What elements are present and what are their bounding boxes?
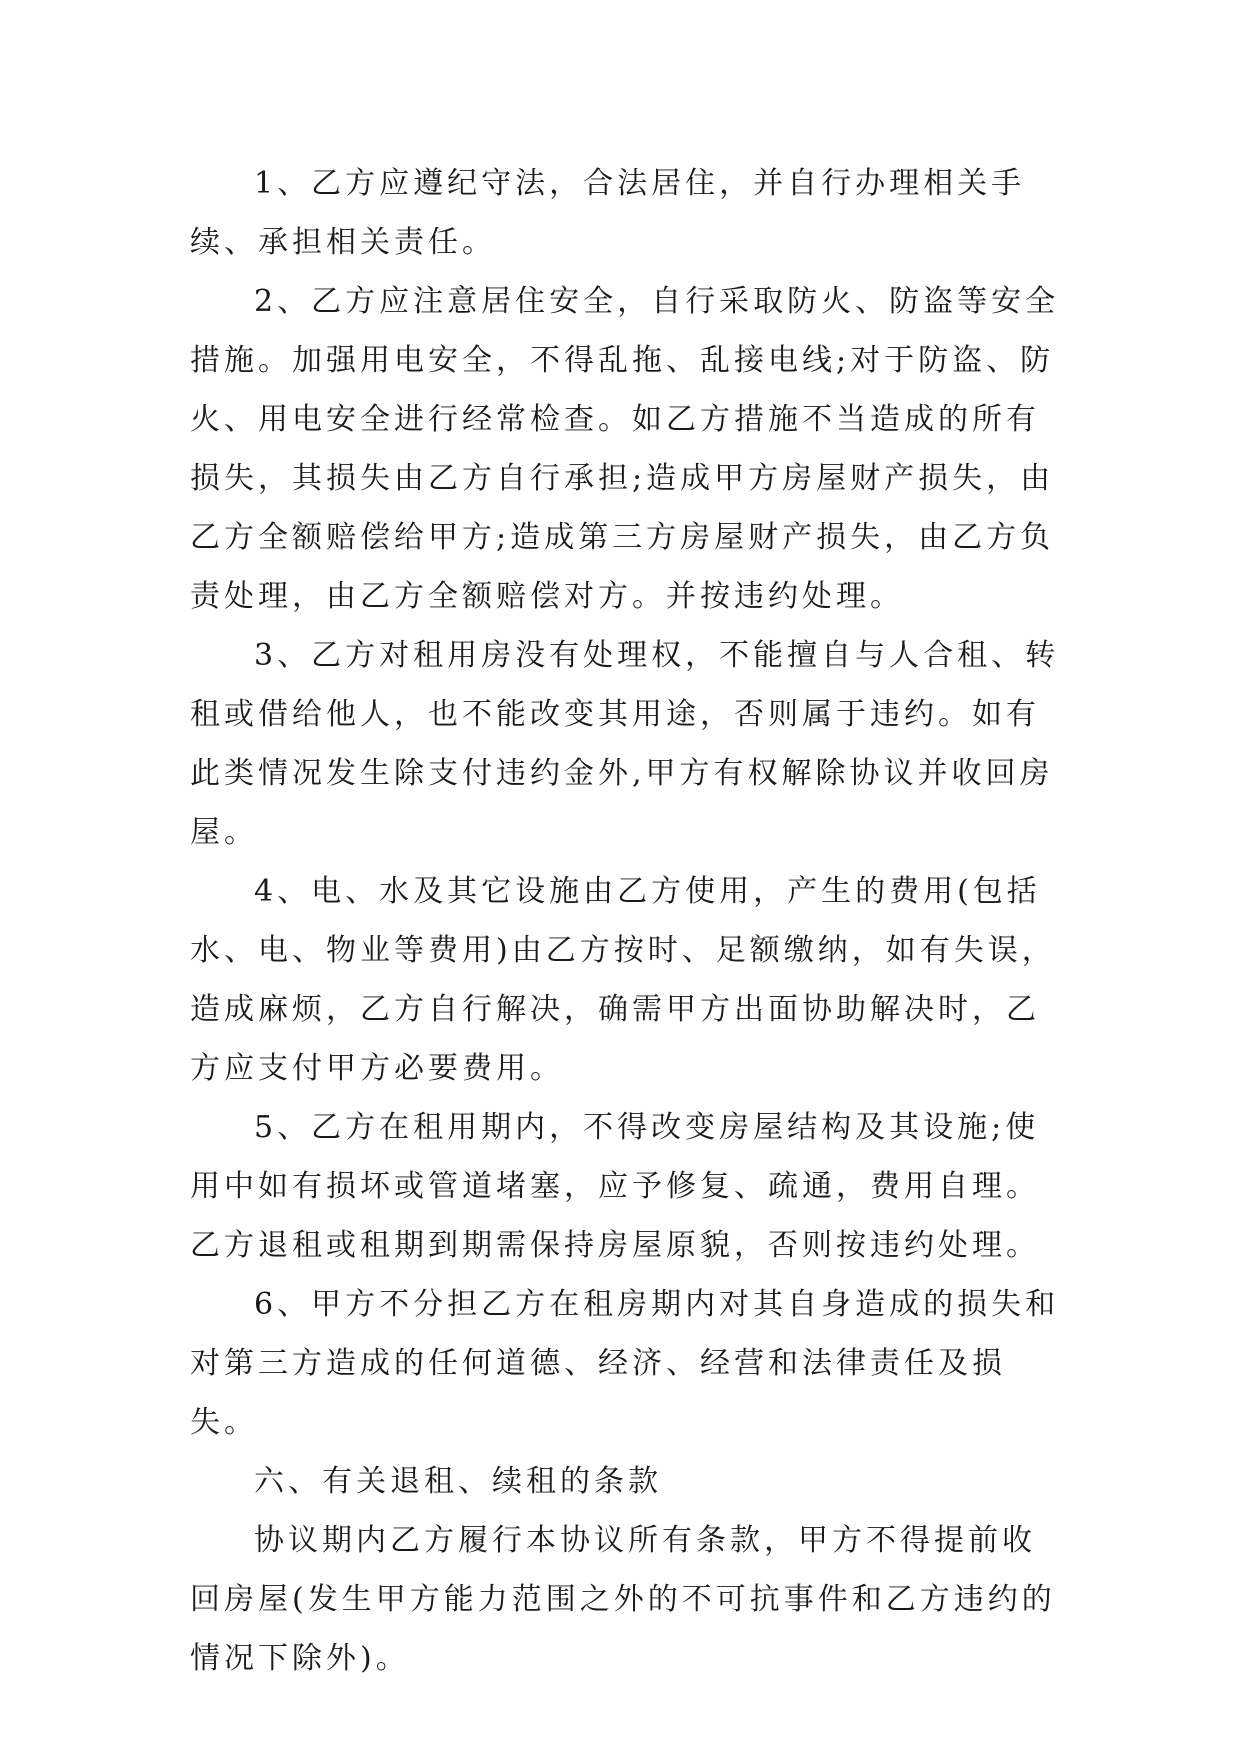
clause-2: 2、乙方应注意居住安全，自行采取防火、防盗等安全措施。加强用电安全，不得乱拖、乱接电线;对于防盗、防火、用电安全进行经常检查。如乙方措施不当造成的所有损失，其损失由乙方自行承担;造成甲方房屋财产损失，由乙方全额赔偿给甲方;造成第三方房屋财产损失，由乙方负责处理，由乙方全额赔偿对方。并按违约处理。	[190, 284, 1060, 614]
clause-6: 6、甲方不分担乙方在租房期内对其自身造成的损失和对第三方造成的任何道德、经济、经营和法律责任及损失。	[190, 1287, 1060, 1440]
section-heading: 六、有关退租、续租的条款	[254, 1464, 662, 1499]
section-paragraph: 协议期内乙方履行本协议所有条款，甲方不得提前收回房屋(发生甲方能力范围之外的不可抗事件和乙方违约的情况下除外)。	[190, 1523, 1056, 1676]
clause-5: 5、乙方在租用期内，不得改变房屋结构及其设施;使用中如有损坏或管道堵塞，应予修复、疏通，费用自理。乙方退租或租期到期需保持房屋原貌，否则按违约处理。	[190, 1110, 1040, 1263]
clause-3: 3、乙方对租用房没有处理权，不能擅自与人合租、转租或借给他人，也不能改变其用途，否则属于违约。如有此类情况发生除支付违约金外,甲方有权解除协议并收回房屋。	[190, 638, 1060, 850]
clause-4: 4、电、水及其它设施由乙方使用，产生的费用(包括水、电、物业等费用)由乙方按时、足额缴纳，如有失误，造成麻烦，乙方自行解决，确需甲方出面协助解决时，乙方应支付甲方必要费用。	[190, 874, 1056, 1086]
clause-1: 1、乙方应遵纪守法，合法居住，并自行办理相关手续、承担相关责任。	[190, 166, 1026, 260]
document-body	[190, 154, 1060, 1688]
